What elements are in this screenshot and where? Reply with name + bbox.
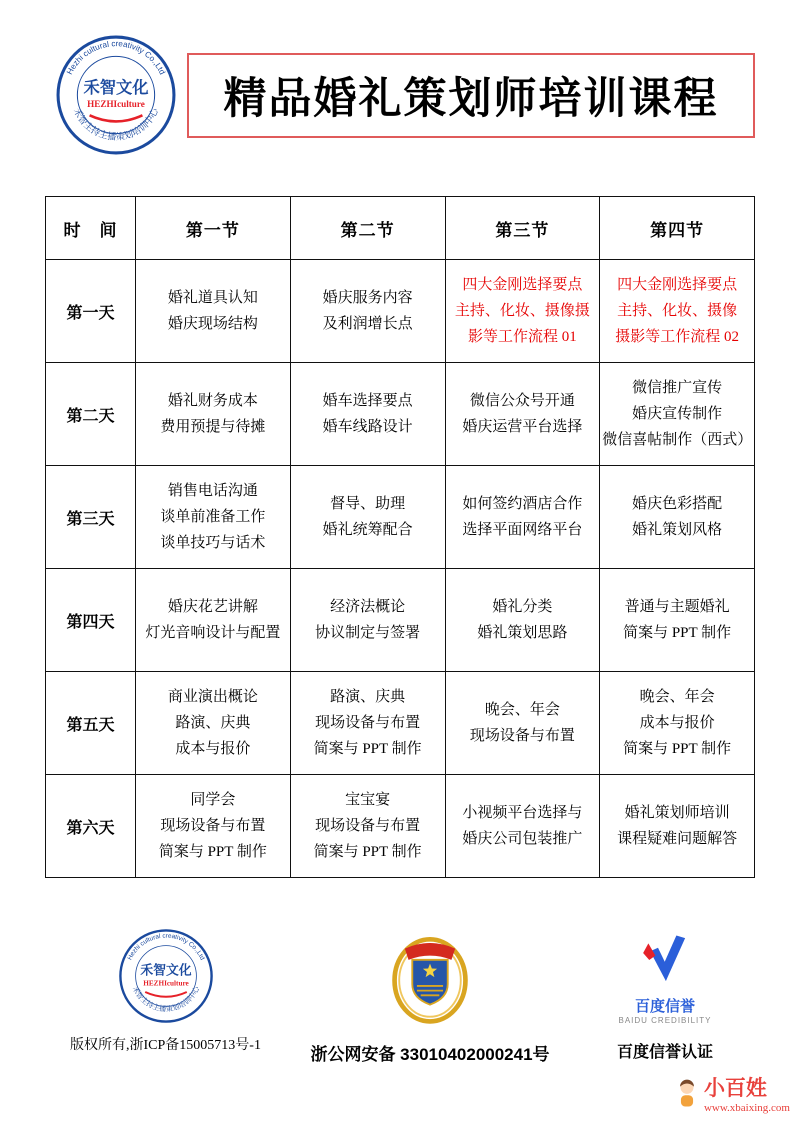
cell-line: 同学会 [190,792,236,808]
table-row [46,672,755,775]
cell-line: 灯光音响设计与配置 [145,625,281,641]
baidu-cert-text: 百度信誉认证 [616,1044,713,1061]
footer-right [585,932,745,1062]
schedule-cell [600,363,755,466]
schedule-cell [136,466,291,569]
day-cell: 第一天 [46,260,136,363]
cell-line: 经济法概论 [330,599,406,615]
cell-line: 婚庆公司包装推广 [462,831,583,847]
cell-line: 摄影等工作流程 02 [615,329,739,345]
footer-center [300,930,560,1065]
table-row [46,363,755,466]
hezhi-seal-logo-footer [58,928,273,1024]
watermark-text [704,1072,790,1114]
watermark-url: www.xbaixing.com [703,1102,790,1114]
svg-text:禾智文化: 禾智文化 [139,963,192,978]
watermark-character-icon [674,1077,700,1110]
schedule-cell [445,260,600,363]
schedule-cell [445,775,600,878]
page-title: 精品婚礼策划师培训课程 [223,74,719,123]
cell-line: 微信推广宣传 [632,380,723,396]
day-cell: 第三天 [46,466,136,569]
cell-line: 婚庆花艺讲解 [167,599,258,615]
cell-line: 婚礼统筹配合 [322,522,413,538]
column-header: 时 间 [46,197,136,260]
schedule-cell [290,466,445,569]
cell-line: 选择平面网络平台 [462,522,583,538]
cell-line: 现场设备与布置 [160,818,266,834]
cell-line: 简案与 PPT 制作 [313,844,422,860]
cell-line: 婚礼策划风格 [632,522,723,538]
cell-line: 小视频平台选择与 [462,805,583,821]
cell-line: 婚车选择要点 [322,393,413,409]
cell-line: 晚会、年会 [639,689,715,705]
day-cell: 第二天 [46,363,136,466]
svg-text:Hezhi cultural creativity Co.,: Hezhi cultural creativity Co.,Ltd [65,39,167,77]
day-cell: 第五天 [46,672,136,775]
cell-line: 简案与 PPT 制作 [623,741,732,757]
column-header: 第四节 [600,197,755,260]
schedule-cell [136,775,291,878]
day-cell: 第四天 [46,569,136,672]
cell-line: 及利润增长点 [322,316,413,332]
schedule-table [45,196,755,878]
copyright-text: 版权所有,浙ICP备15005713号-1 [70,1038,261,1053]
cell-line: 婚车线路设计 [322,419,413,435]
watermark [674,1072,790,1114]
schedule-cell [290,775,445,878]
cell-line: 简案与 PPT 制作 [313,741,422,757]
schedule-cell [445,672,600,775]
cell-line: 四大金刚选择要点 [462,277,583,293]
schedule-cell [445,363,600,466]
cell-line: 四大金刚选择要点 [617,277,738,293]
cell-line: 销售电话沟通 [167,483,258,499]
table-row [46,775,755,878]
schedule-cell [136,672,291,775]
cell-line: 宝宝宴 [345,792,391,808]
baidu-credibility-icon [637,932,693,988]
schedule-cell [290,363,445,466]
cell-line: 婚庆宣传制作 [632,406,723,422]
cell-line: 婚庆服务内容 [322,290,413,306]
schedule-cell [600,569,755,672]
baidu-name-en: BAIDU CREDIBILITY [618,1016,712,1025]
cell-line: 课程疑难问题解答 [617,831,738,847]
baidu-name: 百度信誉 [634,998,695,1015]
svg-text:HEZHIculture: HEZHIculture [87,99,145,110]
cell-line: 督导、助理 [330,496,406,512]
cell-line: 成本与报价 [175,741,251,757]
schedule-cell [600,466,755,569]
table-header-row [46,197,755,260]
svg-text:禾智文化: 禾智文化 [83,78,149,97]
schedule-cell [600,260,755,363]
cell-line: 婚礼道具认知 [167,290,258,306]
svg-text:Hezhi cultural creativity Co.,: Hezhi cultural creativity Co.,Ltd [125,932,206,962]
cell-line: 商业演出概论 [167,689,258,705]
footer-left [58,928,273,1054]
cell-line: 影等工作流程 01 [467,329,577,345]
title-box [187,53,755,138]
cell-line: 婚礼策划师培训 [624,805,730,821]
cell-line: 现场设备与布置 [315,818,421,834]
cell-line: 现场设备与布置 [315,715,421,731]
police-badge-icon [388,930,472,1027]
cell-line: 主持、化妆、摄像摄 [454,303,590,319]
cell-line: 成本与报价 [639,715,715,731]
watermark-name: 小百姓 [703,1077,767,1100]
svg-text:禾智主持主播策划培训中心: 禾智主持主播策划培训中心 [71,106,161,142]
svg-text:HEZHIculture: HEZHIculture [142,979,189,988]
hezhi-seal-icon [118,928,214,1024]
table-row [46,466,755,569]
table-row [46,260,755,363]
schedule-cell [136,569,291,672]
schedule-cell [600,775,755,878]
hezhi-seal-logo [55,34,177,156]
cell-line: 谈单技巧与话术 [160,535,266,551]
column-header: 第一节 [136,197,291,260]
day-cell: 第六天 [46,775,136,878]
schedule-cell [136,260,291,363]
cell-line: 微信公众号开通 [469,393,575,409]
cell-line: 婚庆现场结构 [167,316,258,332]
schedule-cell [290,569,445,672]
schedule-cell [445,466,600,569]
schedule-cell [445,569,600,672]
schedule-cell [136,363,291,466]
cell-line: 微信喜帖制作（西式） [602,432,753,448]
cell-line: 婚庆色彩搭配 [632,496,723,512]
cell-line: 婚礼分类 [492,599,553,615]
cell-line: 普通与主题婚礼 [624,599,730,615]
cell-line: 谈单前准备工作 [160,509,266,525]
schedule-table-wrap [45,196,755,878]
cell-line: 婚礼策划思路 [477,625,568,641]
cell-line: 简案与 PPT 制作 [158,844,267,860]
cell-line: 现场设备与布置 [469,728,575,744]
header [0,0,800,156]
table-row [46,569,755,672]
svg-text:禾智主持主播策划培训中心: 禾智主持主播策划培训中心 [130,985,201,1014]
police-record-number: 浙公网安备 33010402000241号 [310,1045,550,1064]
cell-line: 费用预提与待摊 [160,419,266,435]
cell-line: 简案与 PPT 制作 [623,625,732,641]
cell-line: 婚庆运营平台选择 [462,419,583,435]
cell-line: 协议制定与签署 [315,625,421,641]
cell-line: 婚礼财务成本 [167,393,258,409]
hezhi-seal-icon [55,34,177,156]
cell-line: 路演、庆典 [175,715,251,731]
cell-line: 路演、庆典 [330,689,406,705]
column-header: 第二节 [290,197,445,260]
schedule-cell [600,672,755,775]
column-header: 第三节 [445,197,600,260]
schedule-cell [290,260,445,363]
cell-line: 如何签约酒店合作 [462,496,583,512]
cell-line: 主持、化妆、摄像 [617,303,738,319]
cell-line: 晚会、年会 [484,702,560,718]
schedule-cell [290,672,445,775]
